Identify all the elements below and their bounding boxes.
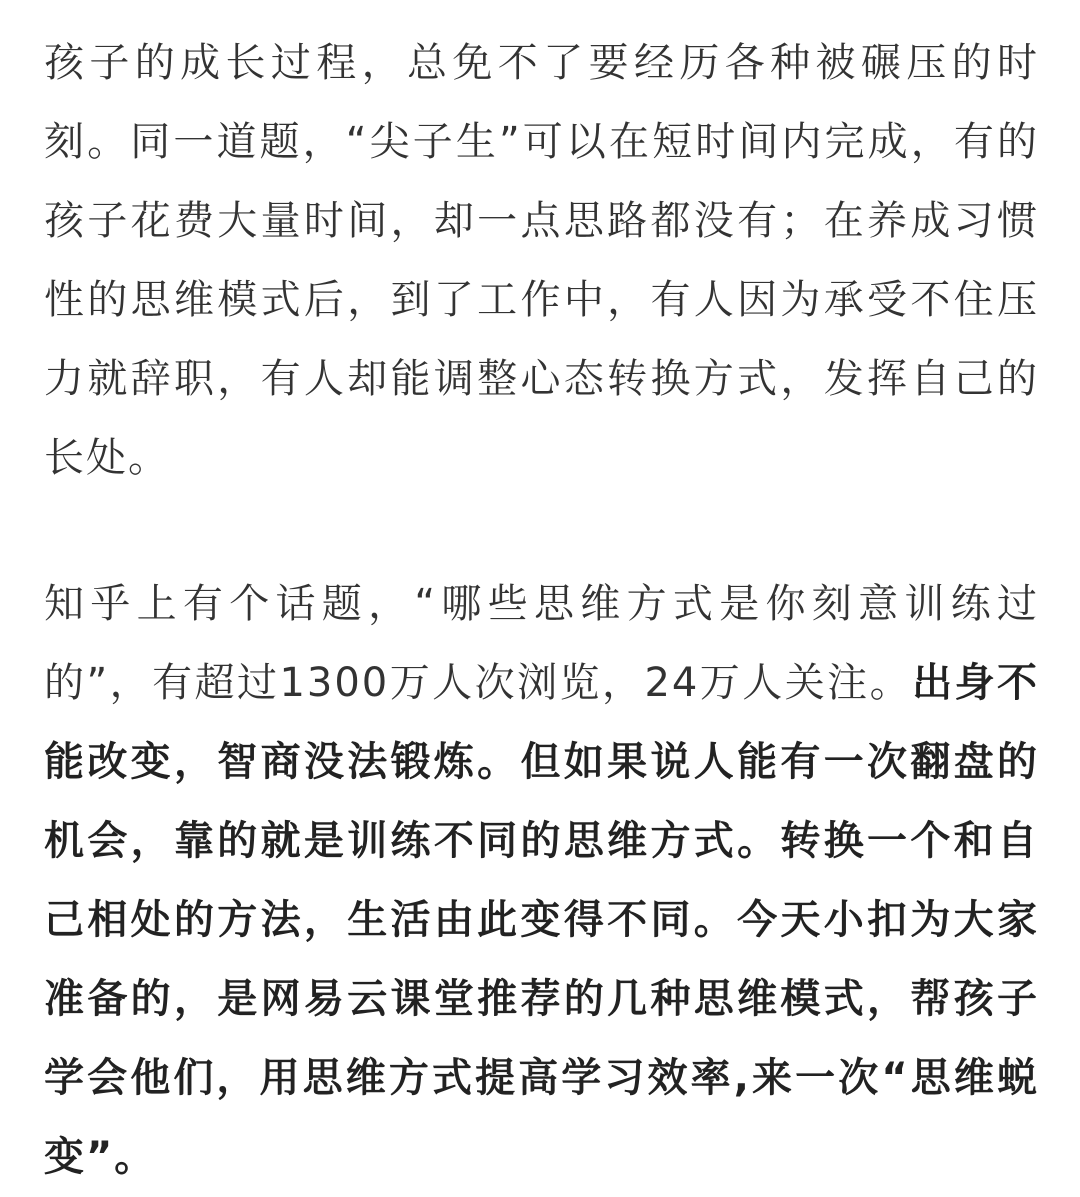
zhihu-topic-text: 知乎上有个话题，“哪些思维方式是你刻意训练过的”，有超过1300万人次浏览，24万人关注。 <box>44 581 1039 706</box>
paragraph-growth-pressure: 孩子的成长过程，总免不了要经历各种被碾压的时刻。同一道题，“尖子生”可以在短时间内完成，有的孩子花费大量时间，却一点思路都没有；在养成习惯性的思维模式后，到了工作中，有人因为承受不住压力就辞职，有人却能调整心态转换方式，发挥自己的长处。 <box>44 40 1039 481</box>
emphasis-text: 出身不能改变，智商没法锻炼。但如果说人能有一次翻盘的机会，靠的就是训练不同的思维方式。转换一个和自己相处的方法，生活由此变得不同。今天小扣为大家准备的，是网易云课堂推荐的几种思维模式，帮孩子学会他们，用思维方式提高学习效率,来一次“思维蜕变”。 <box>44 660 1040 1180</box>
article-body <box>44 24 1039 1197</box>
paragraph-thinking-training <box>44 565 1039 1197</box>
